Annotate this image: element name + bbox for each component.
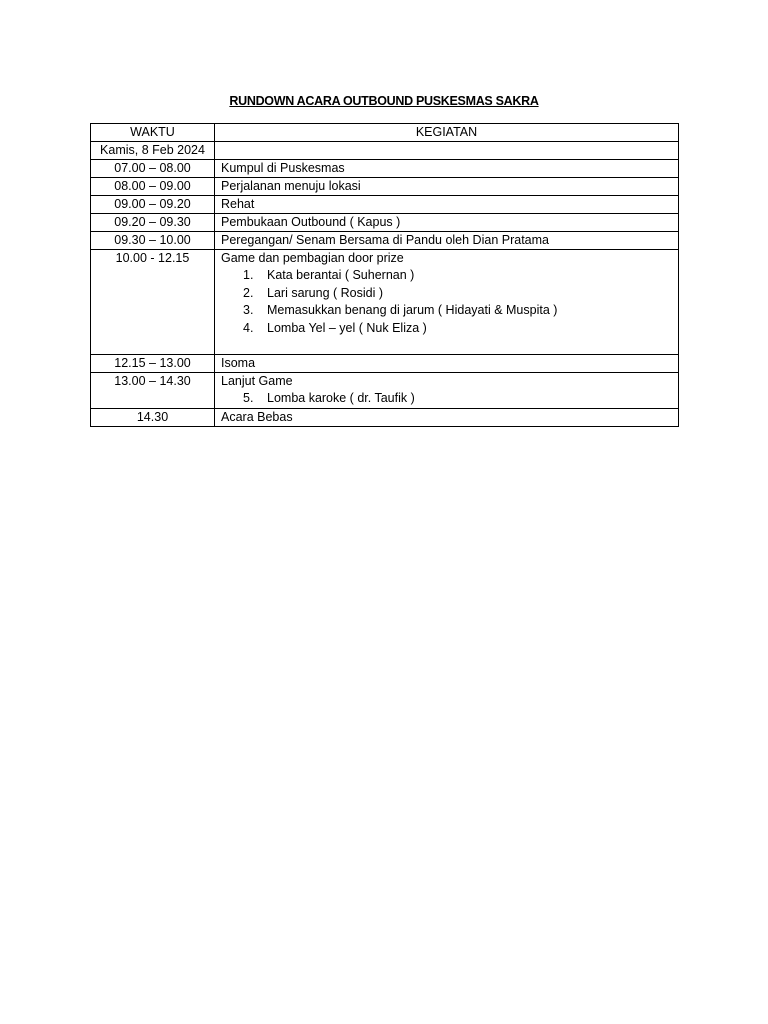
- table-row: [91, 214, 679, 232]
- activity-cell: [215, 373, 679, 409]
- activity-cell: Peregangan/ Senam Bersama di Pandu oleh Dian Pratama: [215, 232, 679, 250]
- list-text: Lomba karoke ( dr. Taufik ): [267, 391, 415, 406]
- list-item: [221, 390, 672, 408]
- time-cell: 09.30 – 10.00: [91, 232, 215, 250]
- date-row: [91, 142, 679, 160]
- time-cell: 08.00 – 09.00: [91, 178, 215, 196]
- game-list: [221, 267, 672, 337]
- time-cell: 12.15 – 13.00: [91, 355, 215, 373]
- list-number: 5.: [243, 391, 254, 406]
- header-time: WAKTU: [91, 124, 215, 142]
- time-cell: 09.00 – 09.20: [91, 196, 215, 214]
- activity-title: Lanjut Game: [221, 374, 293, 389]
- table-row: [91, 373, 679, 409]
- list-number: 4.: [243, 320, 254, 335]
- time-cell: 14.30: [91, 408, 215, 426]
- header-activity: KEGIATAN: [215, 124, 679, 142]
- activity-cell: Kumpul di Puskesmas: [215, 160, 679, 178]
- list-text: Memasukkan benang di jarum ( Hidayati & Muspita ): [267, 303, 558, 318]
- time-cell: 13.00 – 14.30: [91, 373, 215, 409]
- list-text: Kata berantai ( Suhernan ): [267, 268, 415, 282]
- list-number: 2.: [243, 285, 254, 300]
- list-item: [221, 302, 672, 320]
- activity-title: Game dan pembagian door prize: [221, 251, 404, 265]
- table-header-row: [91, 124, 679, 142]
- activity-cell: Pembukaan Outbound ( Kapus ): [215, 214, 679, 232]
- activity-cell: Isoma: [215, 355, 679, 373]
- blank-line: [221, 337, 672, 354]
- time-cell: 10.00 - 12.15: [91, 250, 215, 355]
- document-title: RUNDOWN ACARA OUTBOUND PUSKESMAS SAKRA: [229, 94, 539, 108]
- list-number: 1.: [243, 268, 254, 282]
- list-item: [221, 320, 672, 338]
- table-row: [91, 232, 679, 250]
- list-number: 3.: [243, 303, 254, 318]
- table-row: [91, 178, 679, 196]
- activity-cell: Acara Bebas: [215, 408, 679, 426]
- list-text: Lari sarung ( Rosidi ): [267, 285, 384, 300]
- list-item: [221, 285, 672, 303]
- list-item: [221, 267, 672, 285]
- rundown-table: [90, 123, 679, 427]
- activity-cell: Rehat: [215, 196, 679, 214]
- table-row: [91, 408, 679, 426]
- date-cell: Kamis, 8 Feb 2024: [91, 142, 215, 160]
- table-row: [91, 355, 679, 373]
- table-row: [91, 196, 679, 214]
- table-row: [91, 250, 679, 355]
- list-text: Lomba Yel – yel ( Nuk Eliza ): [267, 320, 427, 335]
- table-row: [91, 160, 679, 178]
- activity-cell: Perjalanan menuju lokasi: [215, 178, 679, 196]
- game-list: [221, 390, 672, 408]
- time-cell: 09.20 – 09.30: [91, 214, 215, 232]
- date-activity-cell: [215, 142, 679, 160]
- activity-cell: [215, 250, 679, 355]
- time-cell: 07.00 – 08.00: [91, 160, 215, 178]
